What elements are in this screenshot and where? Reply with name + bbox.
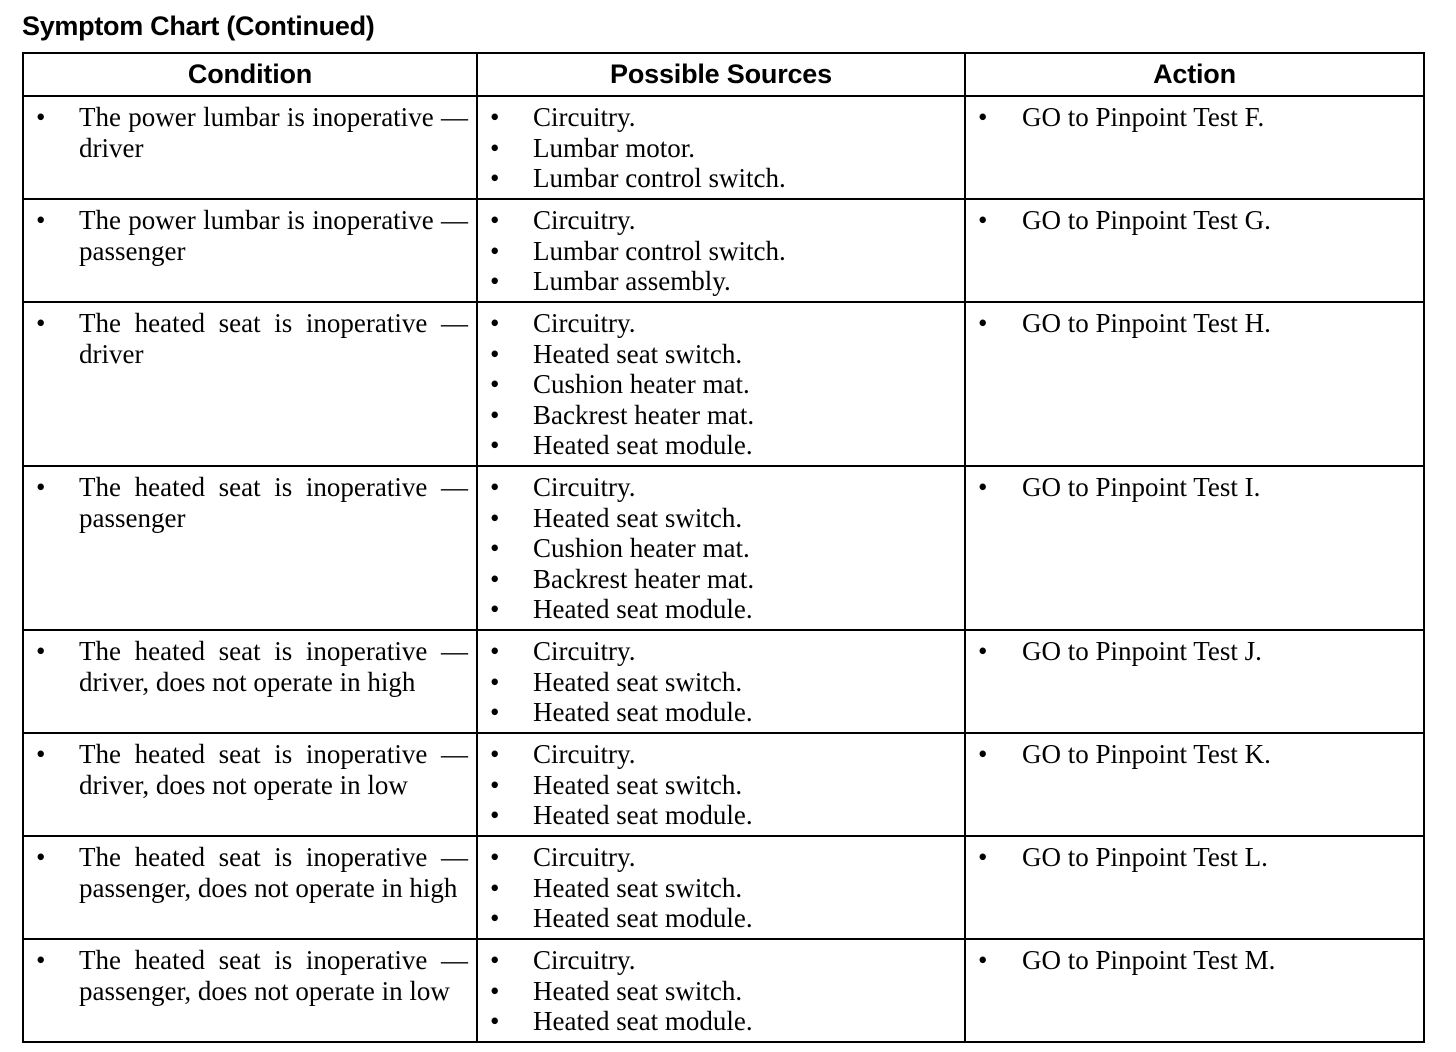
source-item xyxy=(486,430,956,461)
condition-text: The power lumbar is inoperative — passenger xyxy=(79,205,468,266)
source-item xyxy=(486,1006,956,1037)
bullet-icon: • xyxy=(490,769,500,800)
condition-text: The heated seat is inoperative — passenger, does not operate in high xyxy=(79,842,468,903)
condition-cell xyxy=(23,733,477,836)
bullet-icon: • xyxy=(490,739,500,769)
bullet-icon: • xyxy=(978,636,988,666)
bullet-icon: • xyxy=(490,975,500,1006)
source-item xyxy=(486,976,956,1007)
condition-item xyxy=(32,205,468,266)
bullet-icon: • xyxy=(978,472,988,502)
bullet-icon: • xyxy=(490,430,500,460)
source-item xyxy=(486,266,956,297)
source-item xyxy=(486,533,956,564)
table-row xyxy=(23,630,1424,733)
bullet-icon: • xyxy=(36,308,46,338)
source-text: Circuitry. xyxy=(533,205,636,235)
condition-item xyxy=(32,739,468,800)
bullet-icon: • xyxy=(490,563,500,594)
bullet-icon: • xyxy=(36,205,46,235)
action-text: GO to Pinpoint Test M. xyxy=(1022,945,1276,975)
condition-cell xyxy=(23,302,477,466)
header-row xyxy=(23,53,1424,96)
action-cell xyxy=(965,630,1424,733)
source-item xyxy=(486,163,956,194)
source-item xyxy=(486,308,956,339)
source-text: Circuitry. xyxy=(533,636,636,666)
bullet-icon: • xyxy=(490,102,500,132)
header-condition: Condition xyxy=(23,53,477,96)
bullet-icon: • xyxy=(978,205,988,235)
source-text: Heated seat switch. xyxy=(533,666,743,697)
source-item xyxy=(486,594,956,625)
condition-item xyxy=(32,308,468,369)
source-item xyxy=(486,205,956,236)
bullet-icon: • xyxy=(36,636,46,666)
action-item xyxy=(974,472,1415,503)
source-item xyxy=(486,400,956,431)
source-text: Heated seat switch. xyxy=(533,769,743,800)
condition-cell xyxy=(23,96,477,199)
bullet-icon: • xyxy=(490,338,500,369)
bullet-icon: • xyxy=(490,308,500,338)
source-text: Heated seat module. xyxy=(533,1006,753,1036)
action-cell xyxy=(965,302,1424,466)
source-item xyxy=(486,770,956,801)
source-text: Lumbar assembly. xyxy=(533,266,731,296)
bullet-icon: • xyxy=(490,594,500,624)
bullet-icon: • xyxy=(490,369,500,399)
action-item xyxy=(974,308,1415,339)
bullet-icon: • xyxy=(490,697,500,727)
table-row xyxy=(23,302,1424,466)
table-row xyxy=(23,733,1424,836)
condition-item xyxy=(32,472,468,533)
source-item xyxy=(486,697,956,728)
bullet-icon: • xyxy=(490,163,500,193)
source-text: Heated seat switch. xyxy=(533,872,743,903)
source-item xyxy=(486,945,956,976)
condition-cell xyxy=(23,199,477,302)
source-item xyxy=(486,636,956,667)
bullet-icon: • xyxy=(490,132,500,163)
source-item xyxy=(486,339,956,370)
bullet-icon: • xyxy=(490,945,500,975)
source-text: Heated seat module. xyxy=(533,594,753,624)
bullet-icon: • xyxy=(978,102,988,132)
bullet-icon: • xyxy=(490,872,500,903)
source-item xyxy=(486,667,956,698)
condition-item xyxy=(32,636,468,697)
possible-sources-cell xyxy=(477,466,965,630)
action-item xyxy=(974,102,1415,133)
header-possible-sources: Possible Sources xyxy=(477,53,965,96)
source-text: Circuitry. xyxy=(533,308,636,338)
table-row xyxy=(23,836,1424,939)
source-text: Circuitry. xyxy=(533,102,636,132)
condition-item xyxy=(32,945,468,1006)
bullet-icon: • xyxy=(36,945,46,975)
bullet-icon: • xyxy=(490,205,500,235)
table-row xyxy=(23,96,1424,199)
action-item xyxy=(974,739,1415,770)
source-text: Cushion heater mat. xyxy=(533,369,750,399)
condition-text: The power lumbar is inoperative — driver xyxy=(79,102,468,163)
source-text: Heated seat switch. xyxy=(533,338,743,369)
action-item xyxy=(974,945,1415,976)
source-text: Lumbar control switch. xyxy=(533,235,786,266)
table-row xyxy=(23,939,1424,1042)
action-cell xyxy=(965,733,1424,836)
source-item xyxy=(486,472,956,503)
table-row xyxy=(23,466,1424,630)
bullet-icon: • xyxy=(978,945,988,975)
bullet-icon: • xyxy=(490,842,500,872)
bullet-icon: • xyxy=(490,502,500,533)
condition-text: The heated seat is inoperative — passenger, does not operate in low xyxy=(79,945,468,1006)
possible-sources-cell xyxy=(477,630,965,733)
bullet-icon: • xyxy=(490,235,500,266)
action-text: GO to Pinpoint Test H. xyxy=(1022,308,1271,338)
source-text: Circuitry. xyxy=(533,842,636,872)
source-text: Heated seat module. xyxy=(533,430,753,460)
possible-sources-cell xyxy=(477,96,965,199)
possible-sources-cell xyxy=(477,302,965,466)
condition-cell xyxy=(23,836,477,939)
table-body xyxy=(23,96,1424,1042)
possible-sources-cell xyxy=(477,836,965,939)
source-item xyxy=(486,564,956,595)
bullet-icon: • xyxy=(36,472,46,502)
source-text: Circuitry. xyxy=(533,945,636,975)
condition-cell xyxy=(23,466,477,630)
table-row xyxy=(23,199,1424,302)
action-cell xyxy=(965,939,1424,1042)
source-item xyxy=(486,903,956,934)
bullet-icon: • xyxy=(490,903,500,933)
action-cell xyxy=(965,466,1424,630)
source-text: Lumbar motor. xyxy=(533,132,695,163)
bullet-icon: • xyxy=(36,842,46,872)
possible-sources-cell xyxy=(477,939,965,1042)
action-text: GO to Pinpoint Test F. xyxy=(1022,102,1265,132)
source-text: Circuitry. xyxy=(533,739,636,769)
source-text: Backrest heater mat. xyxy=(533,399,755,430)
source-item xyxy=(486,369,956,400)
bullet-icon: • xyxy=(490,399,500,430)
action-item xyxy=(974,205,1415,236)
bullet-icon: • xyxy=(36,739,46,769)
action-text: GO to Pinpoint Test G. xyxy=(1022,205,1271,235)
page-title: Symptom Chart (Continued) xyxy=(22,11,375,41)
bullet-icon: • xyxy=(490,266,500,296)
action-item xyxy=(974,842,1415,873)
source-text: Heated seat module. xyxy=(533,903,753,933)
condition-item xyxy=(32,842,468,903)
bullet-icon: • xyxy=(978,842,988,872)
condition-text: The heated seat is inoperative — driver xyxy=(79,308,468,369)
action-item xyxy=(974,636,1415,667)
action-cell xyxy=(965,836,1424,939)
action-cell xyxy=(965,199,1424,302)
source-text: Heated seat switch. xyxy=(533,502,743,533)
source-text: Lumbar control switch. xyxy=(533,163,786,193)
symptom-table xyxy=(22,52,1425,1043)
action-text: GO to Pinpoint Test K. xyxy=(1022,739,1271,769)
condition-item xyxy=(32,102,468,163)
condition-cell xyxy=(23,630,477,733)
bullet-icon: • xyxy=(490,1006,500,1036)
source-item xyxy=(486,102,956,133)
action-text: GO to Pinpoint Test L. xyxy=(1022,842,1268,872)
action-text: GO to Pinpoint Test I. xyxy=(1022,472,1261,502)
source-item xyxy=(486,739,956,770)
possible-sources-cell xyxy=(477,199,965,302)
header-action: Action xyxy=(965,53,1424,96)
bullet-icon: • xyxy=(490,533,500,563)
source-text: Backrest heater mat. xyxy=(533,563,755,594)
possible-sources-cell xyxy=(477,733,965,836)
source-item xyxy=(486,236,956,267)
source-text: Circuitry. xyxy=(533,472,636,502)
bullet-icon: • xyxy=(490,636,500,666)
source-item xyxy=(486,503,956,534)
source-text: Heated seat module. xyxy=(533,697,753,727)
bullet-icon: • xyxy=(490,666,500,697)
bullet-icon: • xyxy=(490,472,500,502)
condition-cell xyxy=(23,939,477,1042)
source-text: Heated seat module. xyxy=(533,800,753,830)
source-item xyxy=(486,873,956,904)
bullet-icon: • xyxy=(36,102,46,132)
source-item xyxy=(486,842,956,873)
bullet-icon: • xyxy=(490,800,500,830)
condition-text: The heated seat is inoperative — passenger xyxy=(79,472,468,533)
bullet-icon: • xyxy=(978,739,988,769)
action-cell xyxy=(965,96,1424,199)
source-text: Heated seat switch. xyxy=(533,975,743,1006)
condition-text: The heated seat is inoperative — driver, does not operate in low xyxy=(79,739,468,800)
action-text: GO to Pinpoint Test J. xyxy=(1022,636,1262,666)
bullet-icon: • xyxy=(978,308,988,338)
condition-text: The heated seat is inoperative — driver, does not operate in high xyxy=(79,636,468,697)
source-text: Cushion heater mat. xyxy=(533,533,750,563)
source-item xyxy=(486,800,956,831)
source-item xyxy=(486,133,956,164)
